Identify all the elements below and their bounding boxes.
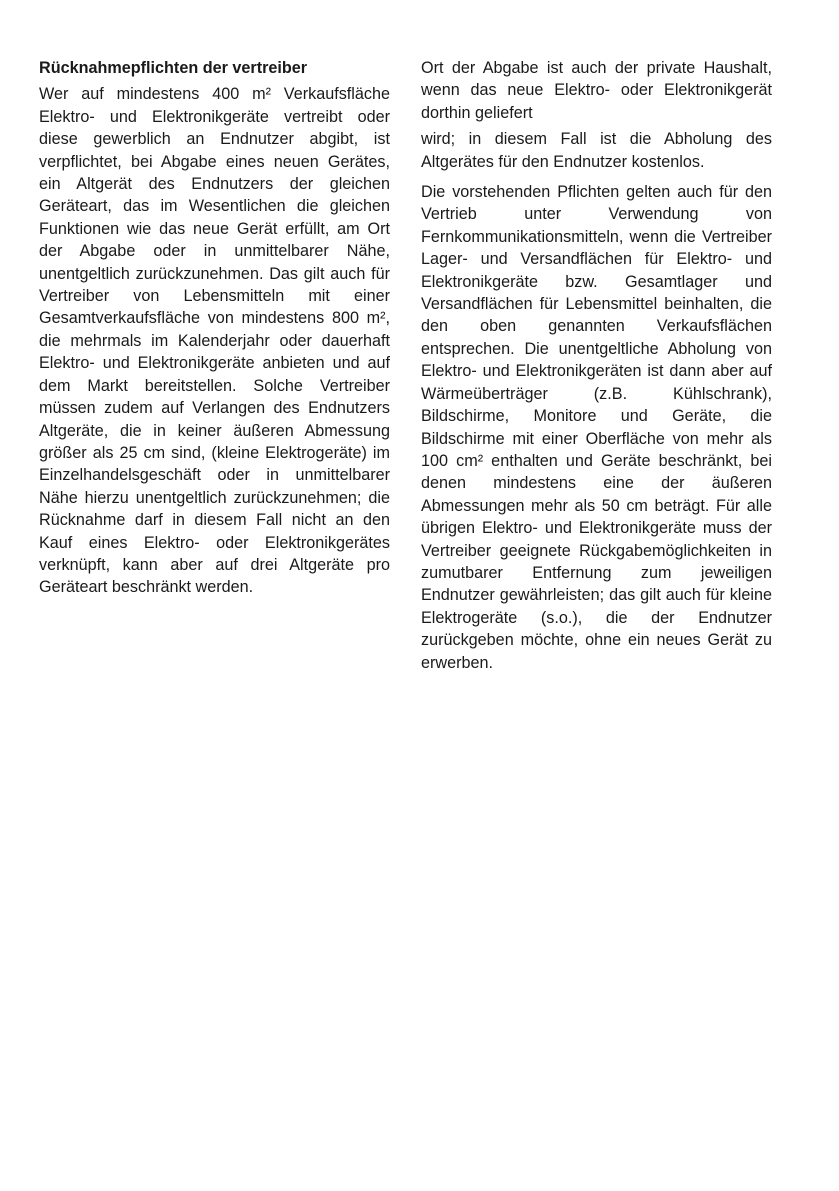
distance-selling-paragraph: Die vorstehenden Pflichten gelten auch für den Vertrieb unter Verwendung von Fernkommunikationsmitteln, wenn die Vertreiber Lager- und Versandflächen für Elektro- und Elektronikgeräte bzw. Gesamtlager und Versandflächen für Lebensmittel beinhalten, die den oben genannten Verkaufsflächen entsprechen. Die unentgeltliche Abholung von Elektro- und Elektronikgeräten ist dann aber auf Wärmeüberträger (z.B. Kühlschrank), Bildschirme, Monitore und Geräte, die Bildschirme mit einer Oberfläche von mehr als 100 cm² enthalten und Geräte beschränkt, bei denen mindestens eine der äußeren Abmessungen mehr als 50 cm beträgt. Für alle übrigen Elektro- und Elektronikgeräte muss der Vertreiber geeignete Rückgabemöglichkeiten in zumutbarer Entfernung zum jeweiligen Endnutzer gewährleisten; das gilt auch für kleine Elektrogeräte (s.o.), die der Endnutzer zurückgeben möchte, ohne ein neues Gerät zu erwerben. <box>421 183 772 672</box>
section-heading: Rücknahmepflichten der vertreiber <box>39 59 308 77</box>
left-column <box>39 57 390 599</box>
take-back-obligations-paragraph: Wer auf mindestens 400 m² Verkaufsfläche Elektro- und Elektronikgeräte vertreibt oder diese gewerblich an Endnutzer abgibt, ist verpflichtet, bei Abgabe eines neuen Gerätes, ein Altgerät des Endnutzers der gleichen Geräteart, das im Wesentlichen die gleichen Funktionen wie das neue Gerät erfüllt, am Ort der Abgabe oder in unmittelbarer Nähe, unentgeltlich zurückzunehmen. Das gilt auch für Vertreiber von Lebensmitteln mit einer Gesamtverkaufsfläche von mindestens 800 m², die mehrmals im Kalenderjahr oder dauerhaft Elektro- und Elektronikgeräte anbieten und auf dem Markt bereitstellen. Solche Vertreiber müssen zudem auf Verlangen des Endnutzers Altgeräte, die in keiner äußeren Abmessung größer als 25 cm sind, (kleine Elektrogeräte) im Einzelhandelsgeschäft oder in unmittelbarer Nähe hierzu unentgeltlich zurückzunehmen; die Rücknahme darf in diesem Fall nicht an den Kauf eines Elektro- oder Elektronikgerätes verknüpft, kann aber auf drei Altgeräte pro Geräteart beschränkt werden. <box>39 85 390 597</box>
delivery-location-paragraph: Ort der Abgabe ist auch der private Haushalt, wenn das neue Elektro- oder Elektronikgerät dorthin geliefert <box>421 59 772 122</box>
free-pickup-paragraph: wird; in diesem Fall ist die Abholung des Altgerätes für den Endnutzer kostenlos. <box>421 130 772 171</box>
right-column <box>421 57 772 674</box>
